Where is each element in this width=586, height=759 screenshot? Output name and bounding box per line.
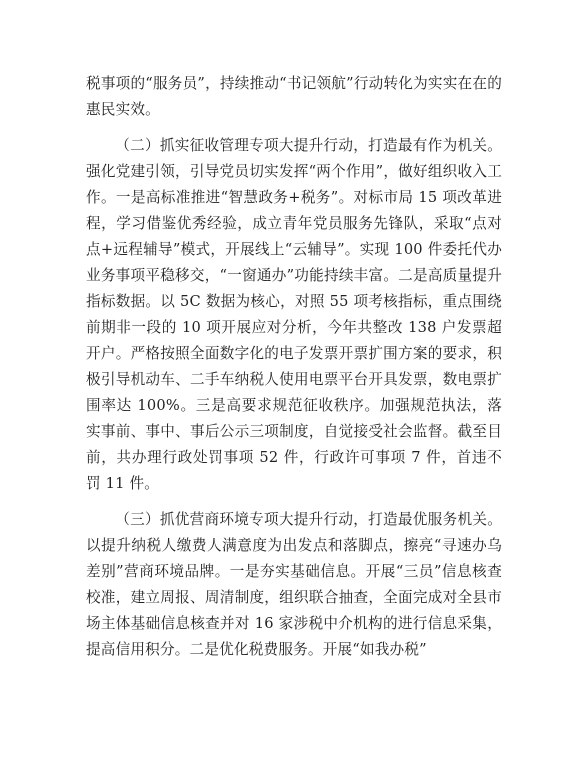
paragraph-section-three: （三）抓优营商环境专项大提升行动，打造最优服务机关。以提升纳税人缴费人满意度为出发点和落脚点，擦亮“寻速办乌差别”营商环境品牌。一是夯实基础信息。开展“三员”信息核查校准，建立周报、周清制度，组织联合抽查，全面完成对全县市场主体基础信息核查并对 16 家涉税中介机构的进行信息采集，提高信用积分。二是优化税费服务。开展“如我办税” [86, 511, 502, 658]
paragraph-continuation: 税事项的“服务员”，持续推动“书记领航”行动转化为实实在在的惠民实效。 [86, 75, 502, 118]
document-body [86, 71, 502, 673]
paragraph-section-two: （二）抓实征收管理专项大提升行动，打造最有作为机关。强化党建引领，引导党员切实发挥“两个作用”，做好组织收入工作。一是高标准推进“智慧政务+税务”。对标市局 15 项改革进程，学习借鉴优秀经验，成立青年党员服务先锋队，采取“点对点+远程辅导”模式，开展线上“云辅导”。实现 100 件委托代办业务事项平稳移交，“一窗通办”功能持续丰富。二是高质量提升指标数据。以 5C 数据为核心，对照 55 项考核指标，重点围绕前期非一段的 10 项开展应对分析，今年共整改 138 户发票超开户。严格按照全面数字化的电子发票开票扩围方案的要求，积极引导机动车、二手车纳税人使用电票平台开具发票，数电票扩围率达 100%。三是高要求规范征收秩序。加强规范执法，落实事前、事中、事后公示三项制度，自觉接受社会监督。截至目前，共办理行政处罚事项 52 件，行政许可事项 7 件，首违不罚 11 件。 [86, 137, 502, 492]
